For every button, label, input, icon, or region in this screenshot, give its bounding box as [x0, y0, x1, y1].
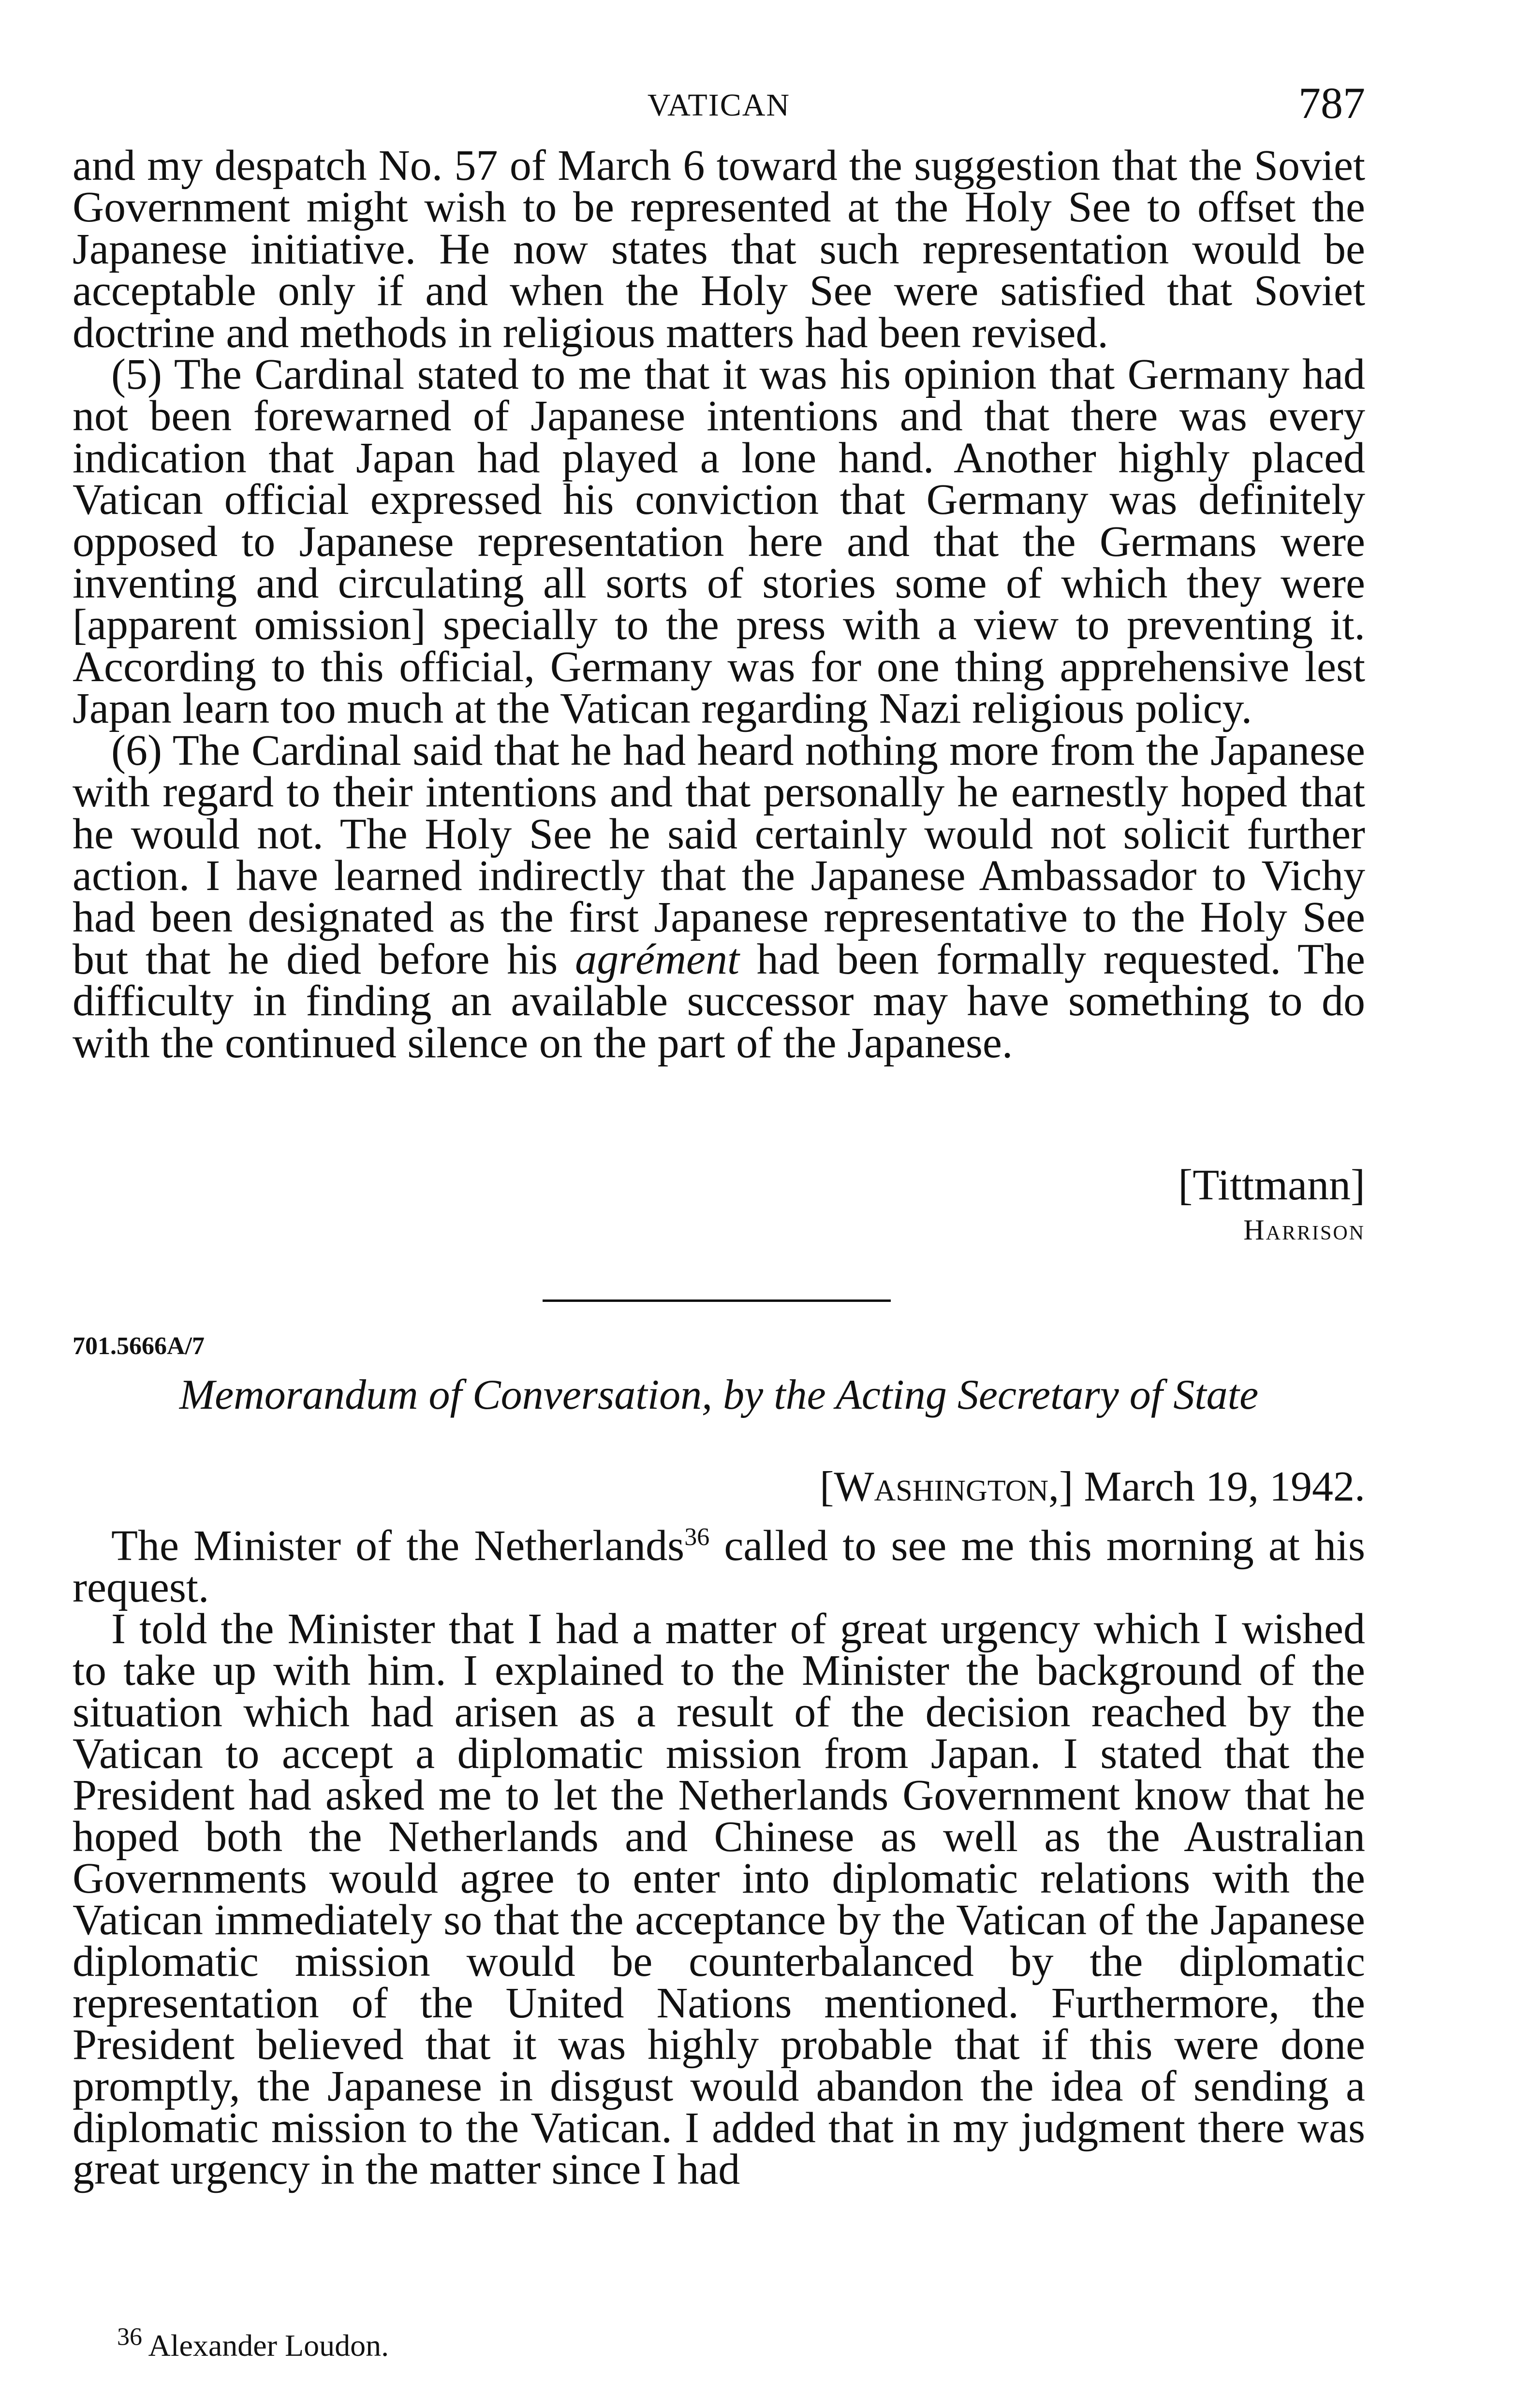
footnote-mark: 36	[117, 2323, 142, 2351]
paragraph-6-text-a: (6) The Cardinal said that he had heard nothing more from the Japanese with regard to their intentions and that personally he earnestly hoped that he would not. The Holy See he said certainly would not solicit further action. I have learned indirectly that the Japanese Ambassador to Vichy had been designated as the first Japanese representative to the Holy See but that he died before his	[73, 726, 1365, 983]
file-number: 701.5666A/7	[73, 1332, 205, 1360]
memo-paragraph-1-text-a: The Minister of the Netherlands	[111, 1522, 685, 1570]
footnote-reference: 36	[684, 1523, 710, 1551]
paragraph-5: (5) The Cardinal stated to me that it was his opinion that Germany had not been forewarned of Japanese intentions and that there was every indication that Japan had played a lone hand. Another highly placed Vatican official expressed his conviction that Germany was definitely opposed to Japanese representation here and that the Germans were inventing and circulating all sorts of stories some of which they were [apparent omission] specially to the press with a view to preventing it. According to this official, Germany was for one thing apprehensive lest Japan learn too much at the Vatican regarding Nazi religious policy.	[73, 350, 1365, 733]
dateline-place: [Washington,]	[820, 1463, 1074, 1510]
memorandum-title: Memorandum of Conversation, by the Acting Secretary of State	[179, 1372, 1259, 1418]
agrement-italic: agrément	[575, 935, 739, 983]
signature-harrison: Harrison	[1243, 1214, 1365, 1246]
page-number: 787	[1298, 78, 1365, 128]
dateline-date: March 19, 1942.	[1073, 1463, 1365, 1510]
footnote-text: Alexander Loudon.	[142, 2328, 389, 2363]
dateline	[820, 1462, 1365, 1511]
telegram-continuation	[73, 142, 1365, 1067]
paragraph-6	[73, 726, 1365, 1067]
signature-tittmann: [Tittmann]	[1178, 1161, 1365, 1209]
paragraph-6-text-b: had been formally requested. The difficulty in finding an available successor may have something to do with the continued silence on the part of the Japanese.	[73, 935, 1365, 1067]
memorandum-body	[73, 1522, 1365, 2193]
memo-paragraph-1	[73, 1522, 1365, 1611]
memo-paragraph-1-text-b: called to see me this morning at his request.	[73, 1522, 1365, 1611]
section-divider	[543, 1299, 891, 1302]
running-title: VATICAN	[647, 88, 791, 123]
running-head	[73, 77, 1365, 135]
paragraph-continued: and my despatch No. 57 of March 6 toward the suggestion that the Soviet Government might wish to be represented at the Holy See to offset the Japanese initiative. He now states that such representation would be acceptable only if and when the Holy See were satisfied that Soviet doctrine and methods in religious matters had been revised.	[73, 142, 1365, 357]
footnote	[117, 2323, 389, 2364]
memo-paragraph-2: I told the Minister that I had a matter of great urgency which I wished to take up with him. I explained to the Minister the background of the situation which had arisen as a result of the decision reached by the Vatican to accept a diplomatic mission from Japan. I stated that the President had asked me to let the Netherlands Government know that he hoped both the Netherlands and Chinese as well as the Australian Governments would agree to enter into diplomatic relations with the Vatican immediately so that the acceptance by the Vatican of the Japanese diplomatic mission would be counterbalanced by the diplomatic representation of the United Nations mentioned. Furthermore, the President believed that it was highly probable that if this were done promptly, the Japanese in disgust would abandon the idea of sending a diplomatic mission to the Vatican. I added that in my judgment there was great urgency in the matter since I had	[73, 1605, 1365, 2193]
